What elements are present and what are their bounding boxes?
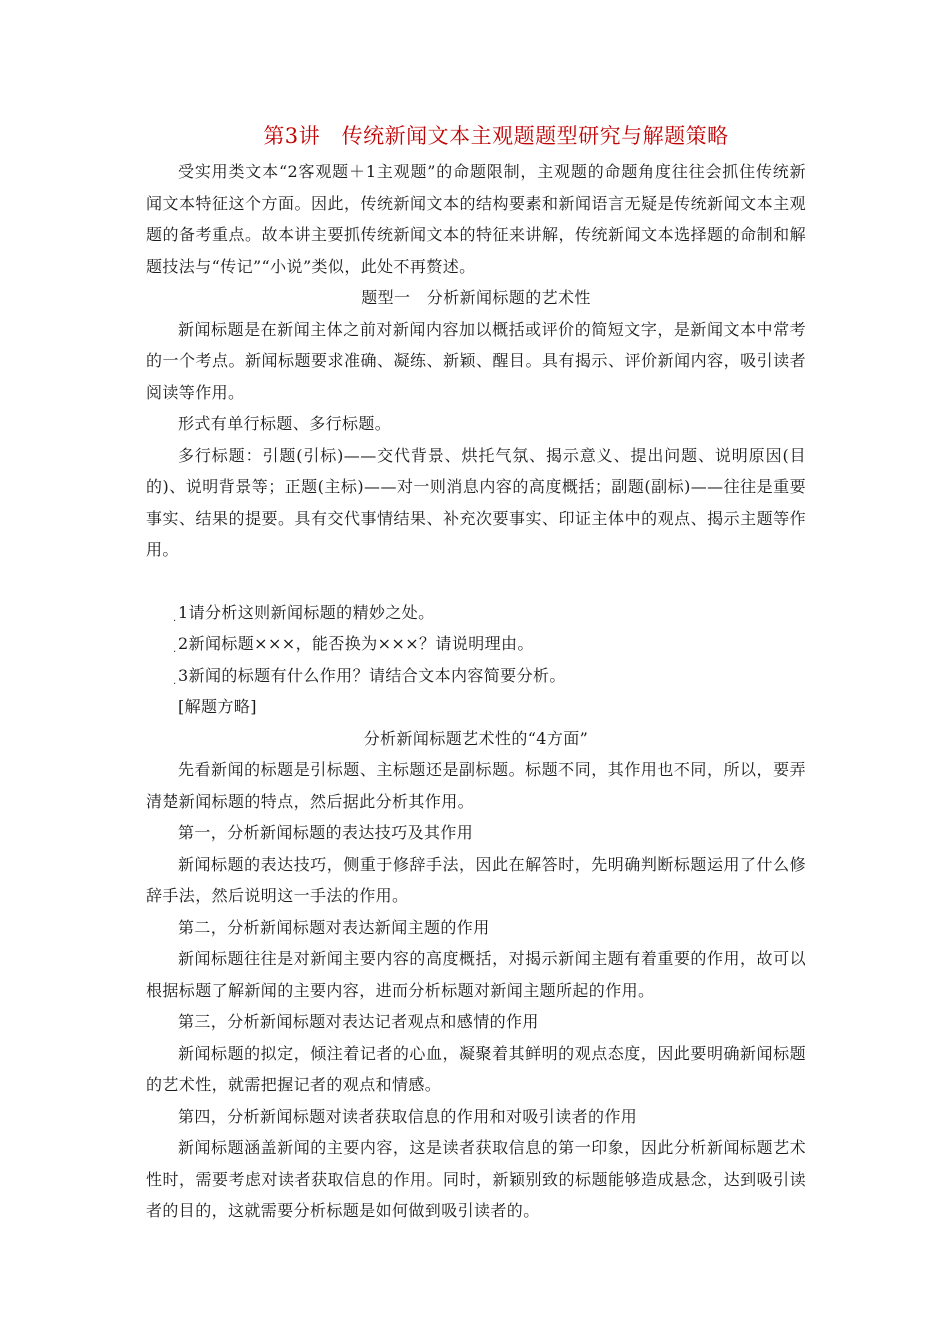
- strategy-label: [解题方略]: [178, 697, 257, 716]
- paragraph-headline-type: 先看新闻的标题是引标题、主标题还是副标题。标题不同，其作用也不同，所以，要弄清楚新闻标题的特点，然后据此分析其作用。: [146, 760, 806, 811]
- point-3-body: 新闻标题的拟定，倾注着记者的心血，凝聚着其鲜明的观点态度，因此要明确新闻标题的艺术性，就需把握记者的观点和情感。: [146, 1043, 806, 1094]
- point-4-title: 第四，分析新闻标题对读者获取信息的作用和对吸引读者的作用: [178, 1106, 638, 1126]
- question-item: . 3新闻的标题有什么作用？请结合文本内容简要分析。: [173, 665, 566, 687]
- point-2-title: 第二，分析新闻标题对表达新闻主题的作用: [178, 917, 490, 937]
- page-title: 第3讲 传统新闻文本主观题题型研究与解题策略: [263, 124, 729, 148]
- section-heading: 题型一 分析新闻标题的艺术性: [361, 288, 591, 307]
- intro-paragraph: 受实用类文本“2客观题＋1主观题”的命题限制，主观题的命题角度往往会抓住传统新闻文本特征这个方面。因此，传统新闻文本的结构要素和新闻语言无疑是传统新闻文本主观题的备考重点。故本讲主要抓传统新闻文本的特征来讲解，传统新闻文本选择题的命制和解题技法与“传记”“小说”类似，此处不再赘述。: [146, 162, 806, 276]
- spacer: [146, 566, 806, 597]
- document-page: [146, 118, 806, 1227]
- question-text: 3新闻的标题有什么作用？请结合文本内容简要分析。: [178, 665, 566, 685]
- point-1-title: 第一，分析新闻标题的表达技巧及其作用: [178, 823, 474, 842]
- paragraph-headline-forms: 形式有单行标题、多行标题。: [178, 414, 392, 433]
- strategy-heading: 分析新闻标题艺术性的“4方面”: [363, 728, 589, 748]
- question-text: 1请分析这则新闻标题的精妙之处。: [178, 602, 435, 622]
- question-item: . 1请分析这则新闻标题的精妙之处。: [173, 602, 435, 624]
- point-3-title: 第三，分析新闻标题对表达记者观点和感情的作用: [178, 1012, 539, 1031]
- question-item: . 2新闻标题×××，能否换为×××？请说明理由。: [173, 634, 534, 655]
- question-text: 2新闻标题×××，能否换为×××？请说明理由。: [178, 634, 534, 653]
- paragraph-headline-definition: 新闻标题是在新闻主体之前对新闻内容加以概括或评价的简短文字，是新闻文本中常考的一个考点。新闻标题要求准确、凝练、新颖、醒目。具有揭示、评价新闻内容，吸引读者阅读等作用。: [146, 319, 806, 402]
- point-2-body: 新闻标题往往是对新闻主要内容的高度概括，对揭示新闻主题有着重要的作用，故可以根据标题了解新闻的主要内容，进而分析标题对新闻主题所起的作用。: [146, 949, 806, 1000]
- point-1-body: 新闻标题的表达技巧，侧重于修辞手法，因此在解答时，先明确判断标题运用了什么修辞手法，然后说明这一手法的作用。: [146, 854, 806, 905]
- paragraph-multiline-headline: 多行标题：引题(引标)——交代背景、烘托气氛、揭示意义、提出问题、说明原因(目的)、说明背景等；正题(主标)——对一则消息内容的高度概括；副题(副标)——往往是重要事实、结果的提要。具有交代事情结果、补充次要事实、印证主体中的观点、揭示主题等作用。: [146, 445, 806, 559]
- point-4-body: 新闻标题涵盖新闻的主要内容，这是读者获取信息的第一印象，因此分析新闻标题艺术性时，需要考虑对读者获取信息的作用。同时，新颖别致的标题能够造成悬念，达到吸引读者的目的，这就需要分析标题是如何做到吸引读者的。: [146, 1138, 806, 1220]
